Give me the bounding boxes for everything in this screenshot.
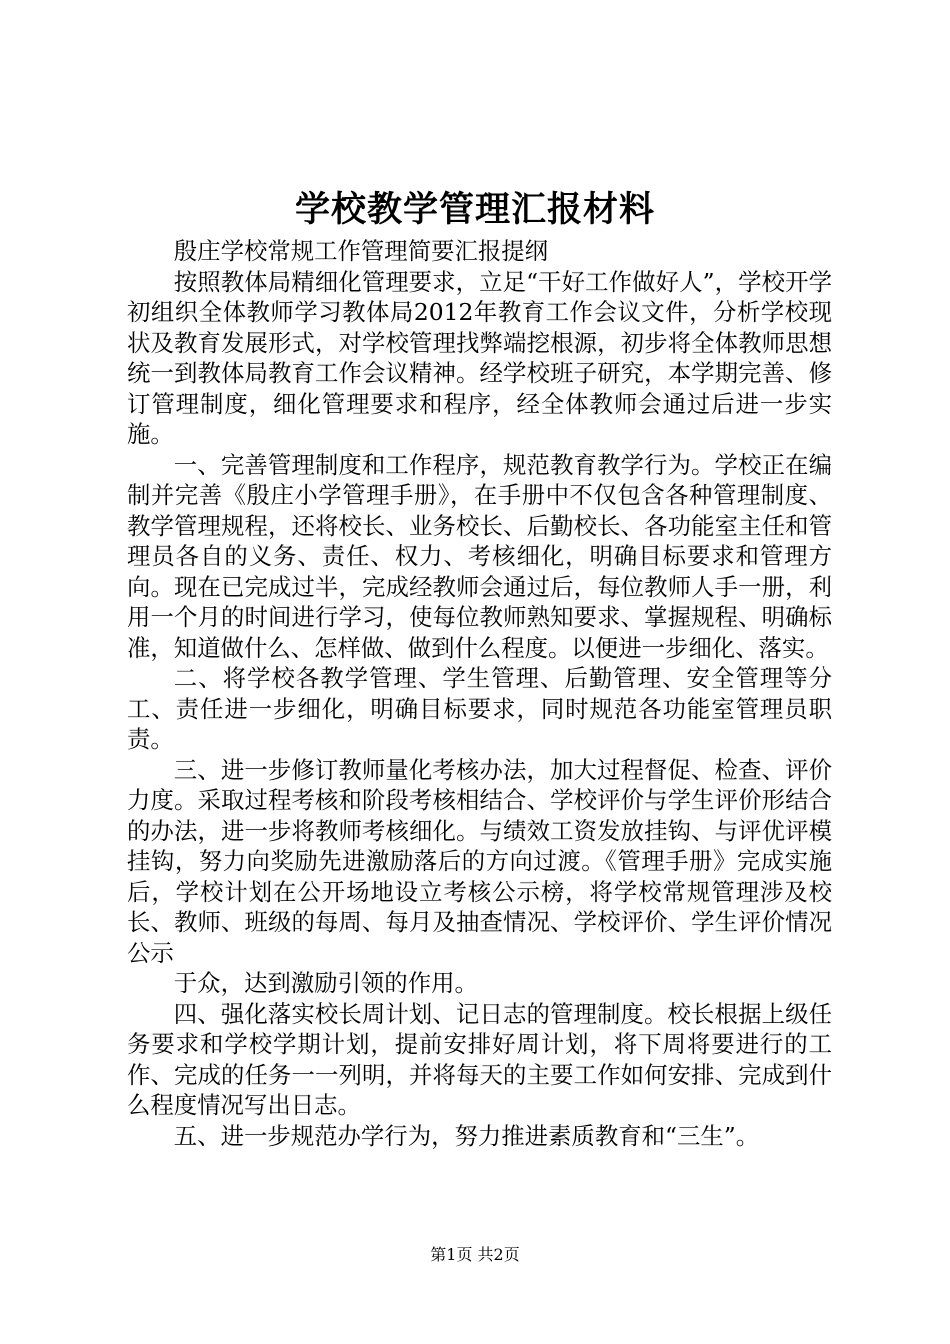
paragraph-section-3: 三、进一步修订教师量化考核办法，加大过程督促、检查、评价力度。采取过程考核和阶段考核相结合、学校评价与学生评价形结合的办法，进一步将教师考核细化。与绩效工资发放挂钩、与评优评模挂钩，努力向奖励先进激励落后的方向过渡。《管理手册》完成实施后，学校计划在公开场地设立考核公示榜，将学校常规管理涉及校长、教师、班级的每周、每月及抽查情况、学校评价、学生评价情况公示 [127,755,832,967]
paragraph-section-5: 五、进一步规范办学行为，努力推进素质教育和“三生”。 [173,1121,760,1150]
paragraph-intro: 按照教体局精细化管理要求，立足“干好工作做好人”，学校开学初组织全体教师学习教体局2012年教育工作会议文件，分析学校现状及教育发展形式，对学校管理找弊端挖根源，初步将全体教师思想统一到教体局教育工作会议精神。经学校班子研究，本学期完善、修订管理制度，细化管理要求和程序，经全体教师会通过后进一步实施。 [127,267,832,448]
page-number-footer: 第1页 共2页 [430,1245,520,1264]
paragraph-subtitle: 殷庄学校常规工作管理简要汇报提纲 [173,237,549,265]
paragraph-section-3-continued: 于众，达到激励引领的作用。 [173,969,478,997]
document-title: 学校教学管理汇报材料 [294,189,655,230]
paragraph-section-1: 一、完善管理制度和工作程序，规范教育教学行为。学校正在编制并完善《殷庄小学管理手册》，在手册中不仅包含各种管理制度、教学管理规程，还将校长、业务校长、后勤校长、各功能室主任和管理员各自的义务、责任、权力、考核细化，明确目标要求和管理方向。现在已完成过半，完成经教师会通过后，每位教师人手一册，利用一个月的时间进行学习，使每位教师熟知要求、掌握规程、明确标准，知道做什么、怎样做、做到什么程度。以便进一步细化、落实。 [127,450,832,662]
paragraph-section-2: 二、将学校各教学管理、学生管理、后勤管理、安全管理等分工、责任进一步细化，明确目标要求，同时规范各功能室管理员职责。 [127,664,832,753]
document-body [127,236,832,1151]
paragraph-section-4: 四、强化落实校长周计划、记日志的管理制度。校长根据上级任务要求和学校学期计划，提前安排好周计划，将下周将要进行的工作、完成的任务一一列明，并将每天的主要工作如何安排、完成到什么程度情况写出日志。 [127,999,832,1119]
